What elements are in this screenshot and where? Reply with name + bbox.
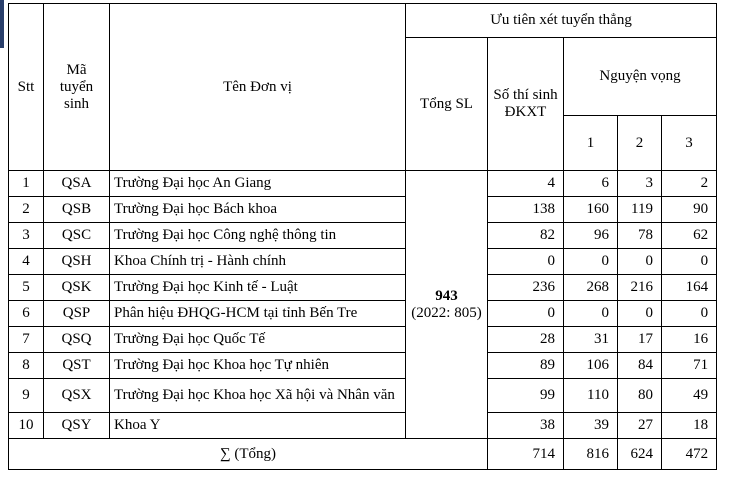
- cell-ma: QSX: [44, 379, 110, 413]
- header-nv3: 3: [662, 116, 717, 171]
- cell-stt: 7: [9, 327, 44, 353]
- tong-sl-prev: (2022: 805): [411, 304, 482, 321]
- cell-stt: 4: [9, 249, 44, 275]
- cell-nv1: 0: [564, 249, 618, 275]
- cell-dkxt: 28: [488, 327, 564, 353]
- cell-ten: Trường Đại học Công nghệ thông tin: [110, 223, 406, 249]
- table-row: [9, 327, 717, 353]
- cell-dkxt: 4: [488, 171, 564, 197]
- cell-nv2: 0: [618, 301, 662, 327]
- cell-nv1: 39: [564, 413, 618, 439]
- cell-nv1: 0: [564, 301, 618, 327]
- cell-ma: QSY: [44, 413, 110, 439]
- cell-nv2: 3: [618, 171, 662, 197]
- header-nv2: 2: [618, 116, 662, 171]
- cell-dkxt: 99: [488, 379, 564, 413]
- cell-stt: 9: [9, 379, 44, 413]
- table-row: [9, 275, 717, 301]
- cell-ma: QSC: [44, 223, 110, 249]
- table-row: [9, 379, 717, 413]
- tong-sl-value: 943: [435, 287, 458, 304]
- cell-nv3: 16: [662, 327, 717, 353]
- table-row: [9, 197, 717, 223]
- cell-ma: QSQ: [44, 327, 110, 353]
- cell-stt: 6: [9, 301, 44, 327]
- total-nv2: 624: [618, 439, 662, 470]
- cell-ma: QSK: [44, 275, 110, 301]
- left-accent-bar: [0, 0, 4, 48]
- cell-nv2: 119: [618, 197, 662, 223]
- cell-ten: Trường Đại học Kinh tế - Luật: [110, 275, 406, 301]
- cell-dkxt: 0: [488, 301, 564, 327]
- cell-nv1: 31: [564, 327, 618, 353]
- cell-nv3: 62: [662, 223, 717, 249]
- cell-nv2: 80: [618, 379, 662, 413]
- cell-nv2: 78: [618, 223, 662, 249]
- cell-ma: QSP: [44, 301, 110, 327]
- cell-stt: 1: [9, 171, 44, 197]
- cell-dkxt: 0: [488, 249, 564, 275]
- table-row: [9, 171, 717, 197]
- cell-stt: 5: [9, 275, 44, 301]
- cell-dkxt: 138: [488, 197, 564, 223]
- cell-nv1: 110: [564, 379, 618, 413]
- cell-nv3: 49: [662, 379, 717, 413]
- cell-dkxt: 38: [488, 413, 564, 439]
- total-row: [9, 439, 717, 470]
- header-tong-sl: Tổng SL: [406, 38, 488, 171]
- table-row: [9, 249, 717, 275]
- header-ma-tuyen-sinh: Mã tuyển sinh: [44, 4, 110, 171]
- cell-nv1: 6: [564, 171, 618, 197]
- header-stt: Stt: [9, 4, 44, 171]
- cell-ma: QSA: [44, 171, 110, 197]
- header-ten-don-vi: Tên Đơn vị: [110, 4, 406, 171]
- total-nv1: 816: [564, 439, 618, 470]
- cell-ten: Trường Đại học Quốc Tế: [110, 327, 406, 353]
- cell-ten: Trường Đại học Bách khoa: [110, 197, 406, 223]
- cell-nv2: 216: [618, 275, 662, 301]
- cell-nv3: 90: [662, 197, 717, 223]
- admission-table: [8, 3, 717, 470]
- total-dkxt: 714: [488, 439, 564, 470]
- cell-ten: Khoa Chính trị - Hành chính: [110, 249, 406, 275]
- cell-ma: QSB: [44, 197, 110, 223]
- cell-nv1: 268: [564, 275, 618, 301]
- cell-stt: 8: [9, 353, 44, 379]
- header-nguyen-vong: Nguyện vọng: [564, 38, 717, 116]
- cell-dkxt: 236: [488, 275, 564, 301]
- total-label: ∑ (Tổng): [9, 439, 488, 470]
- total-nv3: 472: [662, 439, 717, 470]
- cell-nv1: 106: [564, 353, 618, 379]
- cell-stt: 2: [9, 197, 44, 223]
- cell-stt: 3: [9, 223, 44, 249]
- cell-nv3: 18: [662, 413, 717, 439]
- table-row: [9, 223, 717, 249]
- header-so-thi-sinh: Số thí sinh ĐKXT: [488, 38, 564, 171]
- cell-nv2: 17: [618, 327, 662, 353]
- cell-nv1: 96: [564, 223, 618, 249]
- cell-ten: Trường Đại học Khoa học Tự nhiên: [110, 353, 406, 379]
- cell-ten: Khoa Y: [110, 413, 406, 439]
- cell-nv3: 164: [662, 275, 717, 301]
- cell-nv3: 0: [662, 301, 717, 327]
- cell-ten: Phân hiệu ĐHQG-HCM tại tỉnh Bến Tre: [110, 301, 406, 327]
- cell-ten: Trường Đại học An Giang: [110, 171, 406, 197]
- cell-nv2: 0: [618, 249, 662, 275]
- cell-dkxt: 82: [488, 223, 564, 249]
- cell-ten: Trường Đại học Khoa học Xã hội và Nhân văn: [110, 379, 406, 413]
- cell-nv3: 0: [662, 249, 717, 275]
- table-row: [9, 301, 717, 327]
- cell-dkxt: 89: [488, 353, 564, 379]
- table-row: [9, 413, 717, 439]
- cell-nv1: 160: [564, 197, 618, 223]
- cell-tong-sl: [406, 171, 488, 439]
- cell-stt: 10: [9, 413, 44, 439]
- cell-ma: QSH: [44, 249, 110, 275]
- cell-nv2: 27: [618, 413, 662, 439]
- cell-nv3: 2: [662, 171, 717, 197]
- header-uu-tien: Ưu tiên xét tuyển thẳng: [406, 4, 717, 38]
- header-nv1: 1: [564, 116, 618, 171]
- cell-nv3: 71: [662, 353, 717, 379]
- cell-nv2: 84: [618, 353, 662, 379]
- cell-ma: QST: [44, 353, 110, 379]
- table-row: [9, 353, 717, 379]
